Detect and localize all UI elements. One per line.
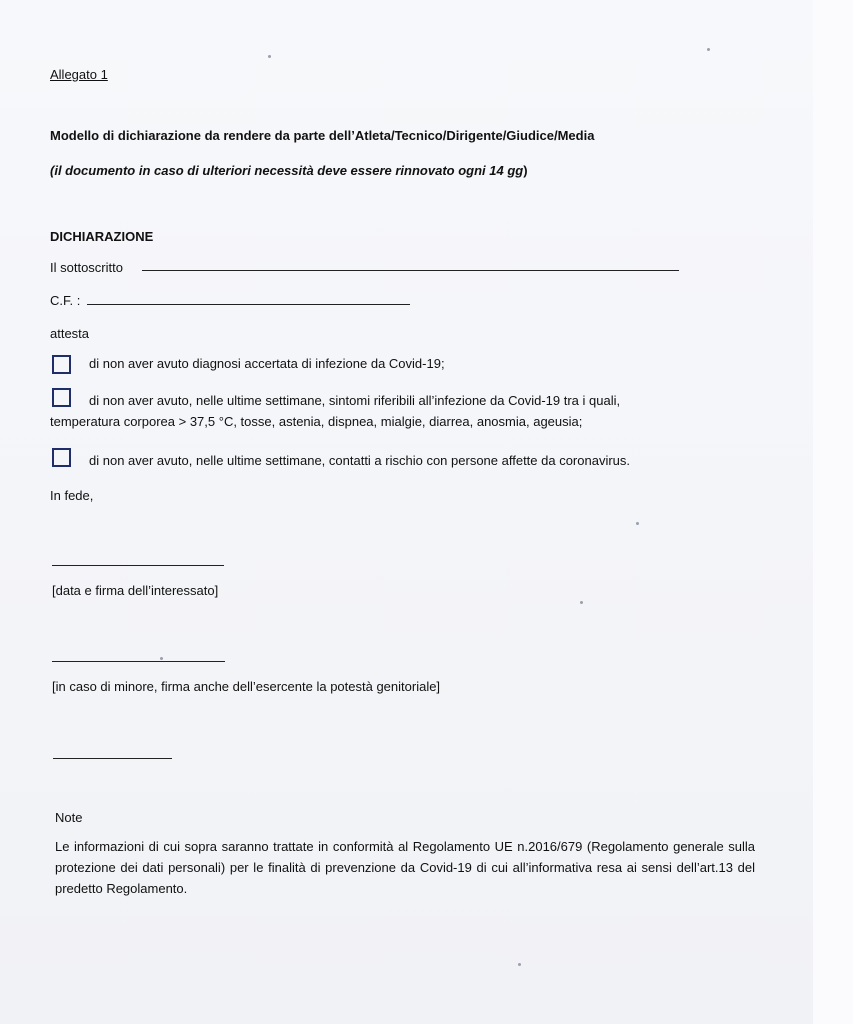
scan-speck (707, 48, 710, 51)
tax-code-label: C.F. : (50, 293, 81, 308)
tax-code-field[interactable] (87, 304, 410, 305)
notes-heading: Note (55, 810, 83, 825)
checkbox-no-contacts[interactable] (52, 448, 71, 467)
guardian-signature-line[interactable] (52, 661, 225, 662)
declaration-heading: DICHIARAZIONE (50, 229, 154, 244)
annex-label: Allegato 1 (50, 67, 108, 82)
guardian-caption: [in caso di minore, firma anche dell’esercente la potestà genitoriale] (52, 679, 441, 694)
scan-speck (580, 601, 583, 604)
page-edge (813, 0, 853, 1024)
notes-paragraph: Le informazioni di cui sopra saranno trattate in conformità al Regolamento UE n.2016/679 (Regolamento generale sulla protezione dei dati personali) per le finalità di prevenzione da Covid-19 di cui all’informativa resa ai sensi dell’art.13 del predetto Regolamento. (55, 839, 755, 896)
signature-line[interactable] (52, 565, 224, 566)
checkbox-no-contacts-label: di non aver avuto, nelle ultime settimane, contatti a rischio con persone affette da coronavirus. (89, 453, 631, 468)
form-subtitle: (il documento in caso di ulteriori necessità deve essere rinnovato ogni 14 gg) (50, 163, 528, 178)
checkbox-no-symptoms-label-line2: temperatura corporea > 37,5 °C, tosse, astenia, dispnea, mialgie, diarrea, anosmia, ageusia; (50, 414, 583, 429)
signature-caption: [data e firma dell’interessato] (52, 583, 219, 598)
scan-speck (518, 963, 521, 966)
signer-name-field[interactable] (142, 270, 679, 271)
scan-speck (160, 657, 163, 660)
checkbox-no-diagnosis-label: di non aver avuto diagnosi accertata di infezione da Covid-19; (89, 356, 445, 371)
signer-label: Il sottoscritto (50, 260, 123, 275)
closing-text: In fede, (50, 488, 94, 503)
checkbox-no-symptoms-label-line1: di non aver avuto, nelle ultime settimane, sintomi riferibili all’infezione da Covid-19 tra i quali, (89, 393, 621, 408)
form-title: Modello di dichiarazione da rendere da parte dell’Atleta/Tecnico/Dirigente/Giudice/Media (50, 128, 595, 143)
attests-label: attesta (50, 326, 90, 341)
extra-signature-line[interactable] (53, 758, 172, 759)
checkbox-no-diagnosis[interactable] (52, 355, 71, 374)
scan-speck (636, 522, 639, 525)
scan-speck (268, 55, 271, 58)
checkbox-no-symptoms[interactable] (52, 388, 71, 407)
form-subtitle-text: il documento in caso di ulteriori necessità deve essere rinnovato ogni 14 gg (54, 163, 524, 178)
